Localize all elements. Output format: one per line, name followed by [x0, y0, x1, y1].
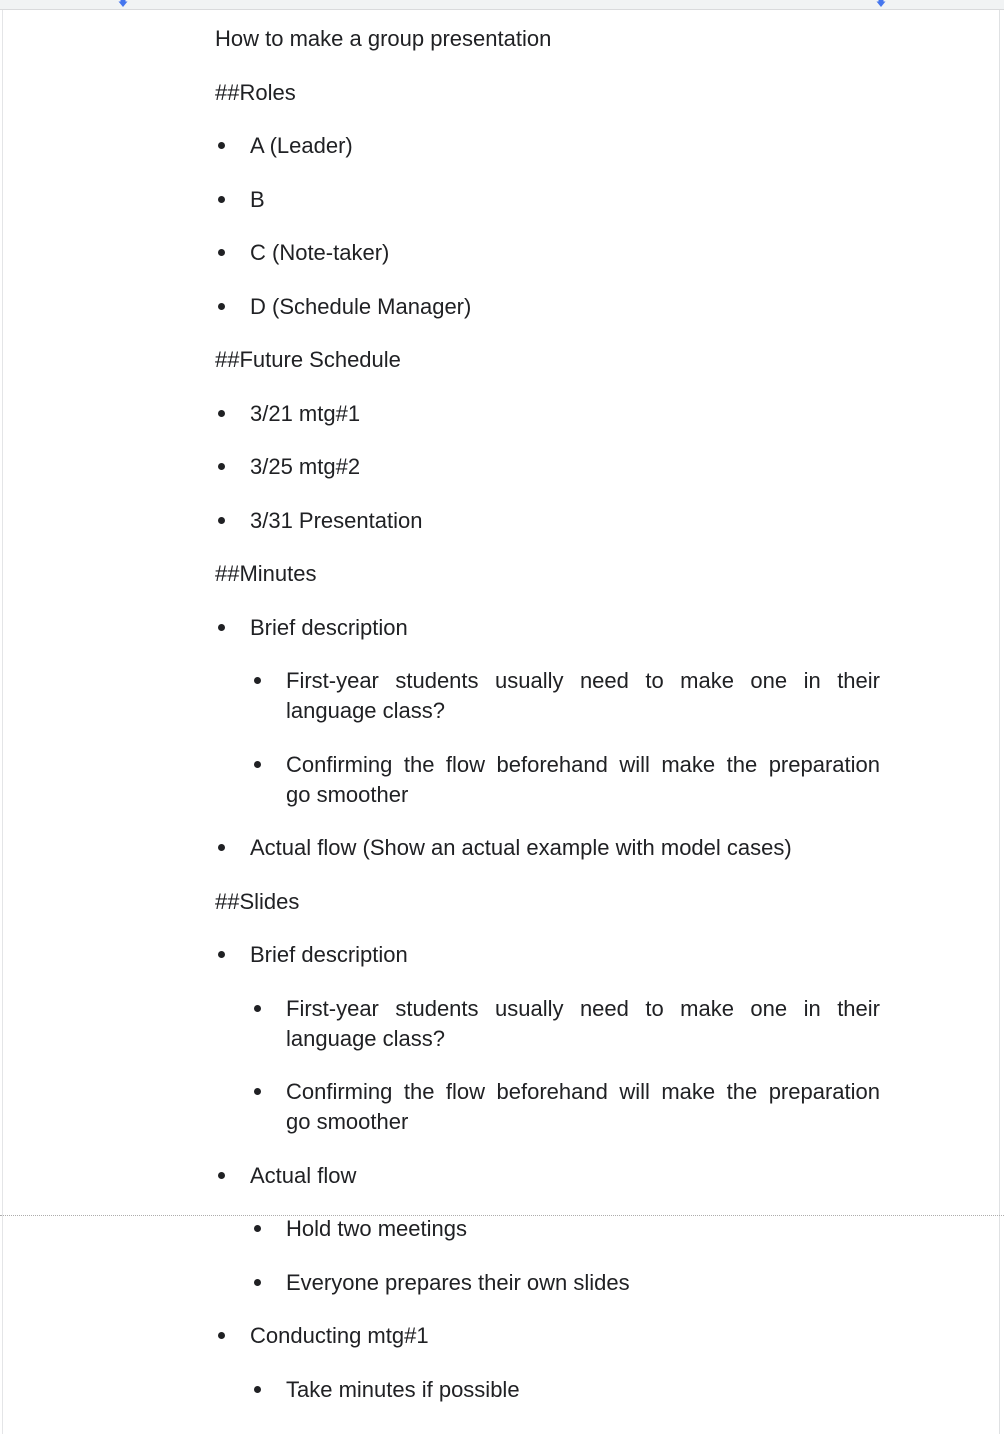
list-item[interactable]	[215, 833, 880, 863]
list-item-text: C (Note-taker)	[250, 240, 390, 265]
list-item-text-line: Confirming the flow beforehand will make the preparation	[286, 1079, 880, 1104]
bullet-icon	[218, 844, 225, 851]
bullet-icon	[218, 517, 225, 524]
bullet-icon	[218, 463, 225, 470]
bullet-icon	[218, 1332, 225, 1339]
bullet-icon	[218, 142, 225, 149]
list-item[interactable]	[215, 506, 880, 536]
list-item-text: 3/25 mtg#2	[250, 454, 361, 479]
list-item-text: Actual flow (Show an actual example with model cases)	[250, 835, 792, 860]
list-item[interactable]	[215, 1321, 880, 1351]
list-item[interactable]	[215, 399, 880, 429]
page-top-edge	[0, 0, 1004, 10]
list-item[interactable]	[215, 452, 880, 482]
bullet-icon	[218, 1172, 225, 1179]
list-item[interactable]	[215, 1161, 880, 1191]
list-item[interactable]	[215, 1375, 880, 1405]
list-item[interactable]	[215, 1077, 880, 1137]
bullet-icon	[254, 1005, 261, 1012]
list-item-text-line: go smoother	[286, 1109, 409, 1134]
document-content[interactable]	[215, 24, 880, 1428]
ruler-indent-marker-right[interactable]	[875, 0, 887, 7]
list-item[interactable]	[215, 1268, 880, 1298]
list-item-text: Hold two meetings	[286, 1216, 467, 1241]
bullet-icon	[218, 951, 225, 958]
doc-heading-slides[interactable]: ##Slides	[215, 888, 300, 914]
list-item[interactable]	[215, 940, 880, 970]
list-item[interactable]	[215, 666, 880, 726]
list-item-text: Brief description	[250, 942, 408, 967]
list-item[interactable]	[215, 238, 880, 268]
list-item[interactable]	[215, 613, 880, 643]
bullet-icon	[254, 677, 261, 684]
list-item-text: B	[250, 186, 265, 212]
list-item[interactable]	[215, 750, 880, 810]
list-item-text: Brief description	[250, 614, 408, 640]
list-item-text-line: Confirming the flow beforehand will make the preparation	[286, 751, 880, 777]
list-item-text: A (Leader)	[250, 133, 353, 158]
bullet-icon	[218, 196, 225, 203]
doc-heading-minutes[interactable]: ##Minutes	[215, 561, 317, 586]
list-item-text: 3/31 Presentation	[250, 507, 423, 533]
list-item-text-line: language class?	[286, 698, 446, 723]
bullet-icon	[218, 303, 225, 310]
page-break-line	[0, 1215, 1004, 1216]
list-item[interactable]	[215, 994, 880, 1054]
list-item-text: D (Schedule Manager)	[250, 293, 472, 319]
bullet-icon	[254, 1088, 261, 1095]
doc-title[interactable]: How to make a group presentation	[215, 26, 552, 51]
doc-heading-future-schedule[interactable]: ##Future Schedule	[215, 347, 401, 372]
list-item-text-line: go smoother	[286, 781, 409, 807]
list-item-text: Take minutes if possible	[286, 1376, 520, 1402]
list-item[interactable]	[215, 1214, 880, 1244]
bullet-icon	[218, 624, 225, 631]
bullet-icon	[254, 761, 261, 768]
bullet-icon	[254, 1225, 261, 1232]
list-item-text: Everyone prepares their own slides	[286, 1269, 630, 1295]
list-item-text: Actual flow	[250, 1162, 357, 1188]
list-item-text: Conducting mtg#1	[250, 1323, 429, 1348]
list-item[interactable]	[215, 185, 880, 215]
list-item-text-line: language class?	[286, 1025, 446, 1051]
bullet-icon	[254, 1279, 261, 1286]
bullet-icon	[254, 1386, 261, 1393]
list-item[interactable]	[215, 131, 880, 161]
list-item-text-line: First-year students usually need to make one in their	[286, 668, 880, 693]
list-item[interactable]	[215, 292, 880, 322]
list-item-text-line: First-year students usually need to make one in their	[286, 995, 880, 1021]
bullet-icon	[218, 249, 225, 256]
list-item-text: 3/21 mtg#1	[250, 400, 361, 426]
doc-heading-roles[interactable]: ##Roles	[215, 79, 296, 105]
ruler-indent-marker-left[interactable]	[117, 0, 129, 7]
bullet-icon	[218, 410, 225, 417]
